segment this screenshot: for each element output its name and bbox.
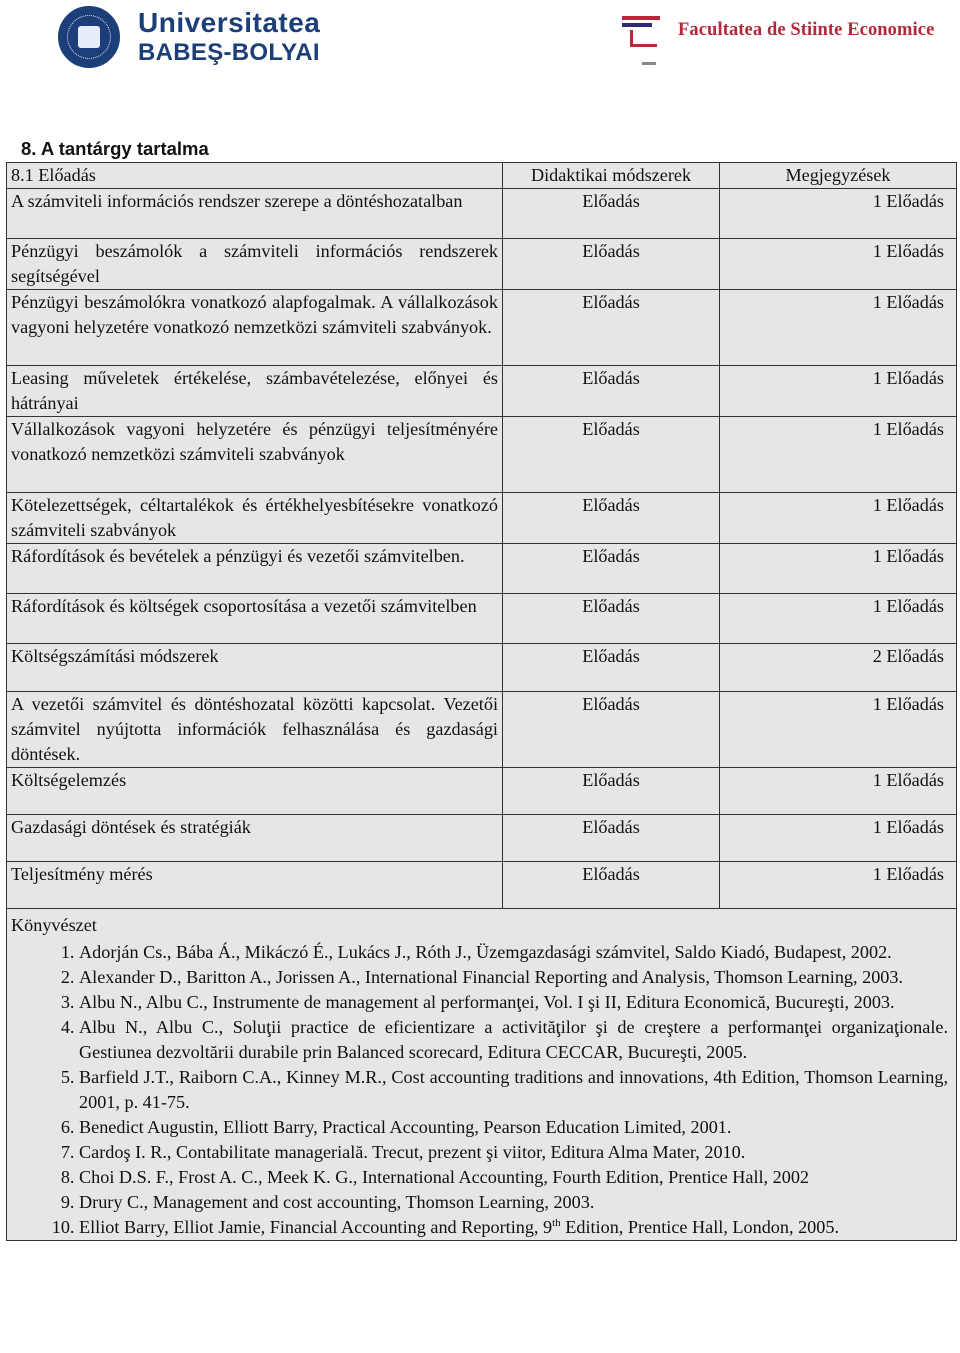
note-cell: 1 Előadás [720,189,957,239]
university-name-line2: BABEŞ-BOLYAI [138,39,320,66]
bibliography-item: 9. Drury C., Management and cost accounting, Thomson Learning, 2003. [79,1190,952,1215]
bibliography-list [11,940,952,1240]
bibliography-cell [7,909,957,1241]
edition-superscript: th [552,1216,561,1229]
university-logo [58,6,320,68]
bibliography-item: 5. Barfield J.T., Raiborn C.A., Kinney M.R., Cost accounting traditions and innovations, 4th Edition, Thomson Learning, 2001, p. 41-75. [79,1065,952,1115]
method-cell: Előadás [503,815,720,862]
faculty-logo [618,10,934,72]
table-row [7,692,957,768]
bibliography-title: Könyvészet [11,915,97,935]
note-cell: 1 Előadás [720,239,957,290]
university-name-line1: Universitatea [138,7,321,38]
bibliography-item-text: Edition, Prentice Hall, London, 2005. [560,1217,840,1237]
method-cell: Előadás [503,544,720,594]
note-cell: 1 Előadás [720,493,957,544]
course-content-table [6,162,957,1241]
note-cell: 1 Előadás [720,768,957,815]
table-row [7,189,957,239]
bibliography-item: 1. Adorján Cs., Bába Á., Mikáczó É., Lukács J., Róth J., Üzemgazdasági számvitel, Saldo Kiadó, Budapest, 2002. [79,940,952,965]
topic-cell: Ráfordítások és bevételek a pénzügyi és vezetői számvitelben. [7,544,503,594]
topic-cell: Ráfordítások és költségek csoportosítása a vezetői számvitelben [7,594,503,644]
note-cell: 1 Előadás [720,594,957,644]
method-cell: Előadás [503,417,720,493]
note-cell: 1 Előadás [720,815,957,862]
faculty-emblem-icon [618,10,664,72]
method-cell: Előadás [503,692,720,768]
note-cell: 1 Előadás [720,544,957,594]
topic-cell: Teljesítmény mérés [7,862,503,909]
method-cell: Előadás [503,239,720,290]
topic-cell: A számviteli információs rendszer szerepe a döntéshozatalban [7,189,503,239]
table-row [7,290,957,366]
table-row [7,862,957,909]
table-row [7,366,957,417]
note-cell: 1 Előadás [720,417,957,493]
faculty-name: Facultatea de Stiinte Economice [678,20,935,40]
topic-cell: Pénzügyi beszámolók a számviteli információs rendszerek segítségével [7,239,503,290]
note-cell: 1 Előadás [720,290,957,366]
university-seal-icon [58,6,120,68]
table-row [7,493,957,544]
note-cell: 2 Előadás [720,644,957,692]
method-cell: Előadás [503,366,720,417]
bibliography-item: 6. Benedict Augustin, Elliott Barry, Practical Accounting, Pearson Education Limited, 2001. [79,1115,952,1140]
topic-cell: Költségszámítási módszerek [7,644,503,692]
column-header-lecture: 8.1 Előadás [7,163,503,189]
topic-cell: Pénzügyi beszámolókra vonatkozó alapfogalmak. A vállalkozások vagyoni helyzetére vonatkozó nemzetközi számviteli szabványok. [7,290,503,366]
column-header-methods: Didaktikai módszerek [503,163,720,189]
method-cell: Előadás [503,768,720,815]
bibliography-item: 7. Cardoş I. R., Contabilitate managerială. Trecut, prezent şi viitor, Editura Alma Mater, 2010. [79,1140,952,1165]
method-cell: Előadás [503,290,720,366]
bibliography-item: 4. Albu N., Albu C., Soluţii practice de eficientizare a activităţilor şi de creştere a performanţei organizaţionale. Gestiunea dezvoltării durabile prin Balanced scorecard, Editura CECCAR, Bucureşti, 2005. [79,1015,952,1065]
bibliography-item: 2. Alexander D., Baritton A., Jorissen A., International Financial Reporting and Analysis, Thomson Learning, 2003. [79,965,952,990]
topic-cell: Gazdasági döntések és stratégiák [7,815,503,862]
bibliography-item: 8. Choi D.S. F., Frost A. C., Meek K. G., International Accounting, Fourth Edition, Prentice Hall, 2002 [79,1165,952,1190]
note-cell: 1 Előadás [720,366,957,417]
table-row [7,417,957,493]
topic-cell: Leasing műveletek értékelése, számbavételezése, előnyei és hátrányai [7,366,503,417]
bibliography-item-text: Elliot Barry, Elliot Jamie, Financial Accounting and Reporting, 9 [79,1217,553,1237]
bibliography-item: 3. Albu N., Albu C., Instrumente de management al performanţei, Vol. I şi II, Editura Economică, Bucureşti, 2003. [79,990,952,1015]
section-title: 8. A tantárgy tartalma [21,138,209,159]
method-cell: Előadás [503,493,720,544]
topic-cell: A vezetői számvitel és döntéshozatal közötti kapcsolat. Vezetői számvitel nyújtotta információk felhasználása és gazdasági döntések. [7,692,503,768]
topic-cell: Költségelemzés [7,768,503,815]
method-cell: Előadás [503,862,720,909]
topic-cell: Kötelezettségek, céltartalékok és értékhelyesbítésekre vonatkozó számviteli szabványok [7,493,503,544]
table-header-row [7,163,957,189]
method-cell: Előadás [503,594,720,644]
table-row [7,544,957,594]
column-header-notes: Megjegyzések [720,163,957,189]
bibliography-item [79,1215,952,1240]
table-row [7,815,957,862]
table-row [7,644,957,692]
table-row [7,768,957,815]
bibliography-row [7,909,957,1241]
table-row [7,239,957,290]
note-cell: 1 Előadás [720,862,957,909]
table-row [7,594,957,644]
note-cell: 1 Előadás [720,692,957,768]
topic-cell: Vállalkozások vagyoni helyzetére és pénzügyi teljesítményére vonatkozó nemzetközi számviteli szabványok [7,417,503,493]
method-cell: Előadás [503,189,720,239]
method-cell: Előadás [503,644,720,692]
